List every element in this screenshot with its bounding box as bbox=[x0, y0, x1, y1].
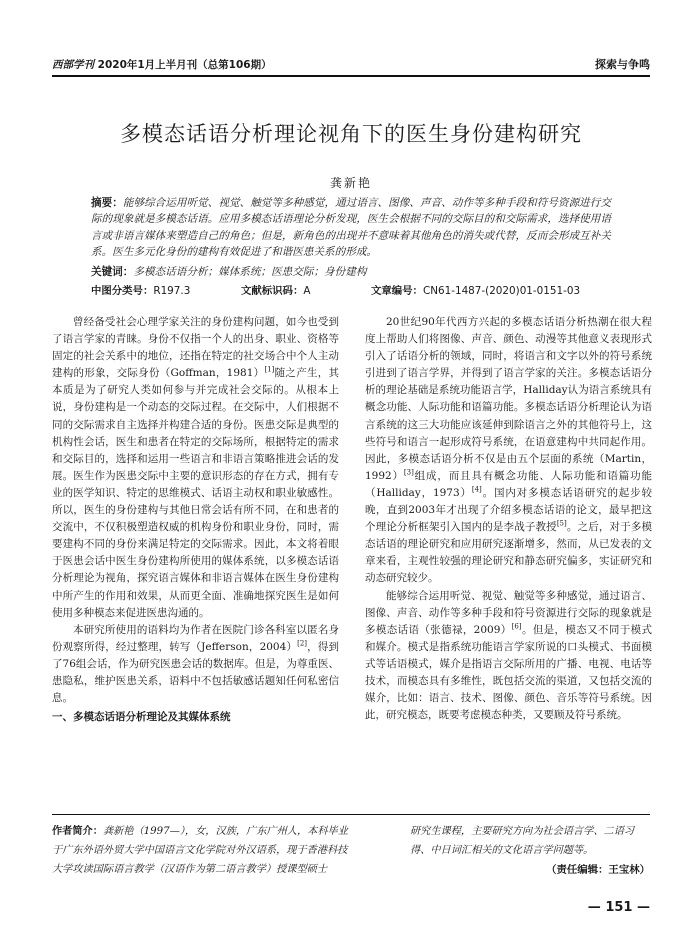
clc-code: 中图分类号：R197.3 bbox=[91, 285, 191, 297]
abstract bbox=[91, 195, 611, 261]
section-name: 探索与争鸣 bbox=[595, 58, 650, 71]
article-number: 文章编号：CN61-1487-(2020)01-0151-03 bbox=[371, 285, 581, 297]
body-column-left bbox=[52, 314, 339, 726]
abstract-text: 能够综合运用听觉、视觉、触觉等多种感觉，通过语言、图像、声音、动作等多种手段和符号资源进行交际的现象就是多模态话语。应用多模态话语理论分析发现，医生会根据不同的交际目的和交际需求，选择使用语言或非语言媒体来塑造自己的角色；但是，新角色的出现并不意味着其他角色的消失或代替，反而会形成互补关系。医生多元化身份的建构有效促进了和谐医患关系的形成。 bbox=[91, 197, 612, 259]
paragraph: 20世纪90年代西方兴起的多模态话语分析热潮在很大程度上帮助人们将图像、声音、颜色、动漫等其他意义表现形式引入了话语分析的领域，同时，将语言和文字以外的符号系统引进到了语言学界，并得到了语言学家的关注。多模态话语分析的理论基础是系统功能语言学，Halliday认为语言系统具有概念功能、人际功能和语篇功能。多模态话语分析理论认为语言系统的这三大功能应该延伸到除语言之外的其他符号上，这些符号和语言一起形成符号系统，在语意建构中共同起作用。因此，多模态话语分析不仅是由五个层面的系统（Martin，1992）[3]组成，而且具有概念功能、人际功能和语篇功能（Halliday，1973）[4]。国内对多模态话语研究的起步较晚，直到2003年才出现了介绍多模态话语的论文，最早把这个理论分析框架引入国内的是李战子教授[5]。之后，对于多模态话语的理论研究和应用研究逐渐增多，然而，从已发表的文章来看，主观性较强的理论研究和静态研究偏多，实证研究和动态研究较少。 bbox=[365, 316, 653, 585]
header-rule bbox=[52, 75, 650, 77]
author-bio-continued: 研究生课程，主要研究方向为社会语言学、二语习得、中日词汇相关的文化语言学问题等。 bbox=[410, 826, 635, 856]
body-column-right bbox=[365, 314, 652, 724]
author-bio-label: 作者简介： bbox=[52, 826, 103, 837]
keywords bbox=[91, 264, 611, 280]
author-bio-text: 龚新艳（1997—），女，汉族，广东广州人，本科毕业于广东外语外贸大学中国语言文化学院对外汉语系，现于香港科技大学攻读国际语言教学（汉语作为第二语言教学）授课型硕士 bbox=[52, 826, 348, 875]
article-author: 龚新艳 bbox=[329, 176, 372, 190]
document-code: 文献标识码：A bbox=[241, 285, 311, 297]
footnote-rule bbox=[52, 814, 650, 815]
classification-codes bbox=[91, 282, 611, 297]
article-title: 多模态话语分析理论视角下的医生身份建构研究 bbox=[120, 122, 582, 146]
keywords-text: 多模态话语分析；媒体系统；医患交际；身份建构 bbox=[133, 266, 367, 278]
paragraph: 曾经备受社会心理学家关注的身份建构问题，如今也受到了语言学家的青睐。身份不仅指一个人的出身、职业、资格等固定的社会关系中的地位，还指在特定的社交场合中个人主动建构的形象，交际身份（Goffman，1981）[1]随之产生，其本质是为了研究人类如何参与并完成社会交际的。从根本上说，身份建构是一个动态的交际过程。在交际中，人们根据不同的交际需求自主选择并构建合适的身份。医患交际是典型的机构性会话，医生和患者在特定的交际场所，根据特定的需求和交际目的，选择和运用一些语言和非语言策略推进会话的发展。医生作为医患交际中主要的意识形态的存在方式，拥有专业的医学知识、特定的思维模式、话语主动权和职业敏感性。所以，医生的身份建构与其他日常会话有所不同，在和患者的交流中，不仅积极塑造权威的机构身份和职业身份，同时，需要建构不同的身份来满足特定的交际需求。因此，本文将着眼于医患会话中医生身份建构所使用的媒体系统，以多模态话语分析理论为视角，探究语言媒体和非语言媒体在医生身份建构中所产生的作用和效果，从而更全面、准确地探究医生是如何使用多种模态来促进医患沟通的。 bbox=[52, 316, 340, 619]
author-bio bbox=[52, 822, 352, 879]
paragraph: 本研究所使用的语料均为作者在医院门诊各科室以匿名身份观察所得，经过整理，转写（Jefferson，2004）[2]，得到了76组会话，作为研究医患会话的数据库。但是，为尊重医、患隐私，维护医患关系，语料中不包括敏感话题知任何私密信息。 bbox=[52, 623, 339, 705]
issue-info: 2020年1月上半月刊（总第106期） bbox=[97, 59, 272, 71]
journal-issue bbox=[52, 57, 272, 72]
journal-name: 西部学刊 bbox=[52, 59, 94, 71]
page-number: — 151 — bbox=[587, 900, 650, 915]
paragraph: 能够综合运用听觉、视觉、触觉等多种感觉，通过语言、图像、声音、动作等多种手段和符号资源进行交际的现象就是多模态话语（张德禄，2009）[6]。但是，模态又不同于模式和媒介。模式是指系统功能语言学家所说的口头模式、书面模式等话语模式，媒介是指语言交际所用的广播、电视、电话等技术，而模态具有多维性，既包括交流的渠道，又包括交流的媒介，比如：语言、技术、图像、颜色、音乐等符号系统。因此，研究模态，既要考虑模态种类，又要顾及符号系统。 bbox=[365, 589, 652, 722]
section-heading: 一、多模态话语分析理论及其媒体系统 bbox=[52, 711, 231, 724]
abstract-label: 摘要： bbox=[91, 197, 123, 209]
running-header bbox=[52, 52, 650, 72]
responsible-editor: （责任编辑：王宝林） bbox=[546, 864, 650, 876]
keywords-label: 关键词： bbox=[91, 266, 134, 278]
